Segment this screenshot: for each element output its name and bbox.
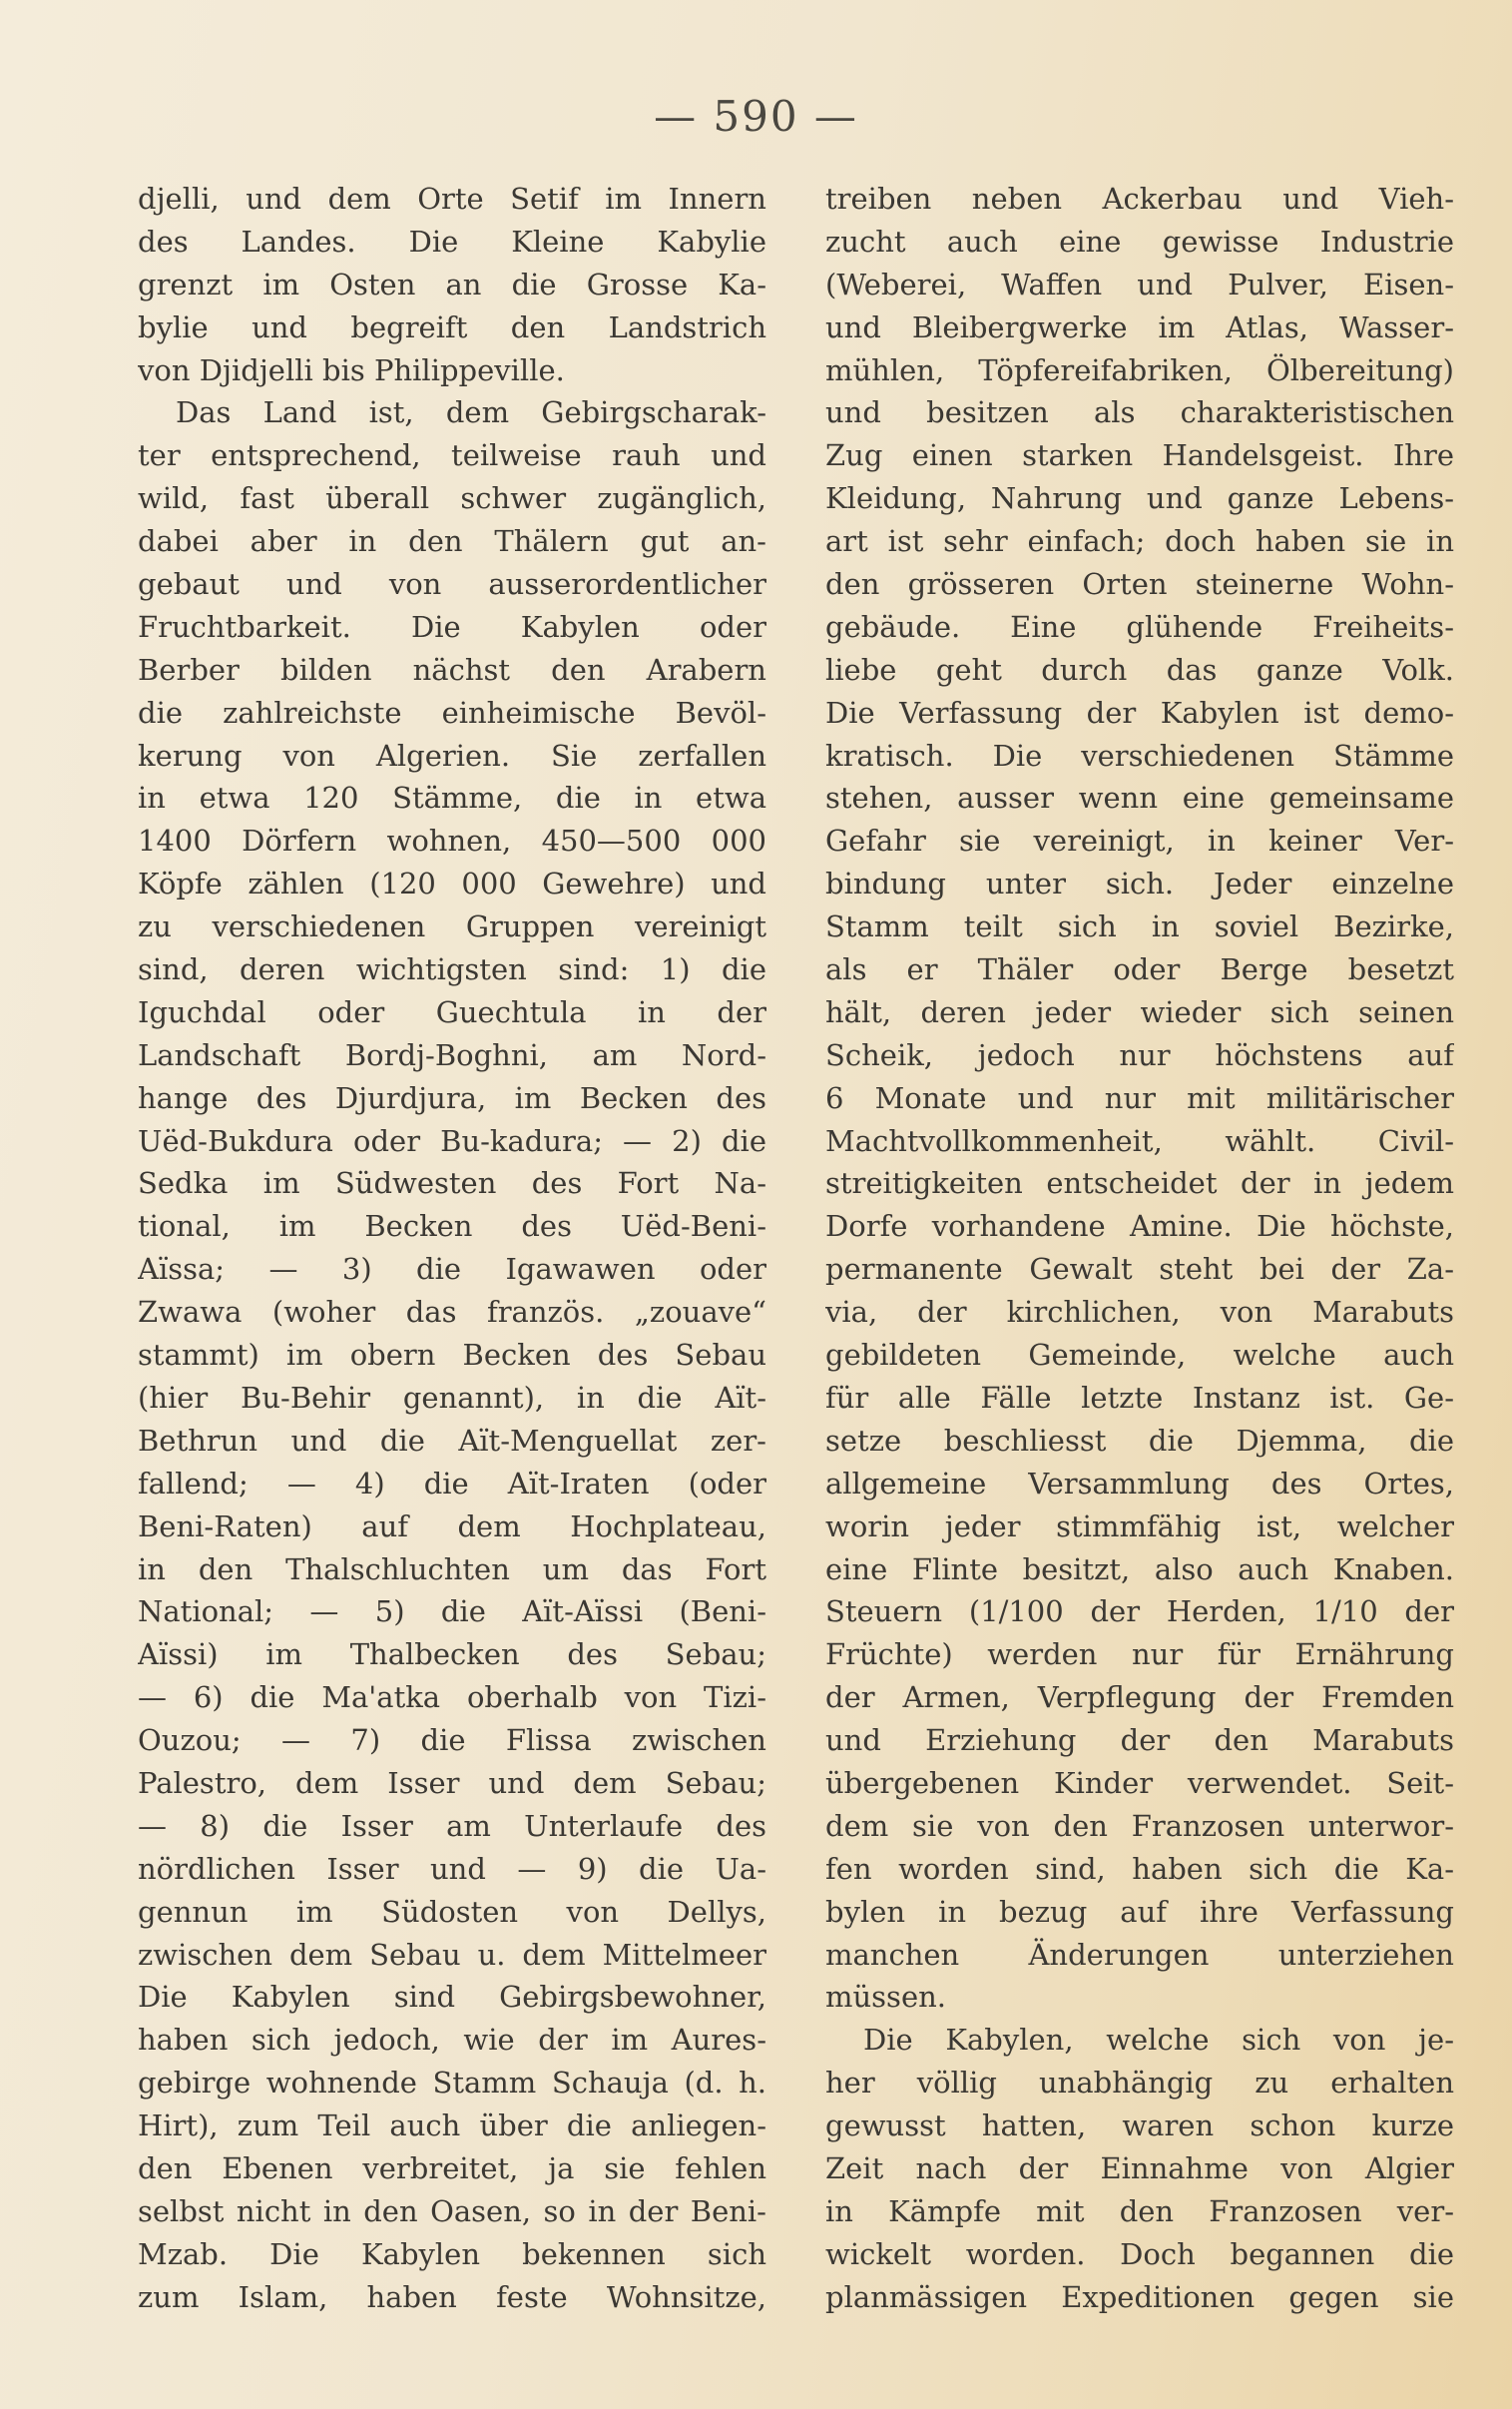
text-line: des Landes. Die Kleine Kabylie <box>138 224 766 259</box>
text-line: Ouzou; — 7) die Flissa zwischen <box>138 1723 766 1758</box>
text-line: Aïssa; — 3) die Igawawen oder <box>138 1252 766 1287</box>
text-line: Steuern (1/100 der Herden, 1/10 der <box>825 1594 1454 1629</box>
text-line: — 6) die Ma'atka oberhalb von Tizi- <box>138 1680 766 1715</box>
text-line: art ist sehr einfach; doch haben sie in <box>825 524 1454 559</box>
text-line: Köpfe zählen (120 000 Gewehre) und <box>138 867 766 902</box>
text-line: zwischen dem Sebau u. dem Mittelmeer <box>138 1937 766 1972</box>
text-line: Iguchdal oder Guechtula in der <box>138 994 766 1029</box>
text-line: dem sie von den Franzosen unterwor- <box>825 1808 1454 1843</box>
text-line: in Kämpfe mit den Franzosen ver- <box>825 2193 1454 2228</box>
text-line: hält, deren jeder wieder sich seinen <box>825 994 1454 1029</box>
text-line: bindung unter sich. Jeder einzelne <box>825 867 1454 902</box>
text-line: gebaut und von ausserordentlicher <box>138 567 766 602</box>
text-line: Machtvollkommenheit, wählt. Civil- <box>825 1123 1454 1158</box>
text-line: in den Thalschluchten um das Fort <box>138 1551 766 1586</box>
text-line: übergebenen Kinder verwendet. Seit- <box>825 1765 1454 1800</box>
text-line: stammt) im obern Becken des Sebau <box>138 1338 766 1373</box>
text-line: permanente Gewalt steht bei der Za- <box>825 1252 1454 1287</box>
text-line: eine Flinte besitzt, also auch Knaben. <box>825 1551 1454 1586</box>
text-line: gennun im Südosten von Dellys, <box>138 1894 766 1929</box>
text-line: (Weberei, Waffen und Pulver, Eisen- <box>825 267 1454 301</box>
text-line: wild, fast überall schwer zugänglich, <box>138 481 766 516</box>
text-line: ter entsprechend, teilweise rauh und <box>138 438 766 473</box>
text-line: kratisch. Die verschiedenen Stämme <box>825 738 1454 773</box>
text-line: Stamm teilt sich in soviel Bezirke, <box>825 909 1454 944</box>
text-line: den Ebenen verbreitet, ja sie fehlen <box>138 2150 766 2185</box>
text-line: fen worden sind, haben sich die Ka- <box>825 1851 1454 1886</box>
text-line: Das Land ist, dem Gebirgscharak- <box>176 395 766 430</box>
text-line: (hier Bu-Behir genannt), in die Aït- <box>138 1380 766 1415</box>
text-line: setze beschliesst die Djemma, die <box>825 1423 1454 1458</box>
text-line: für alle Fälle letzte Instanz ist. Ge- <box>825 1380 1454 1415</box>
text-line: fallend; — 4) die Aït-Iraten (oder <box>138 1466 766 1501</box>
text-line: selbst nicht in den Oasen, so in der Beni- <box>138 2193 766 2228</box>
text-line: worin jeder stimmfähig ist, welcher <box>825 1508 1454 1543</box>
text-line: Mzab. Die Kabylen bekennen sich <box>138 2236 766 2271</box>
text-line: die zahlreichste einheimische Bevöl- <box>138 695 766 730</box>
text-line: Beni-Raten) auf dem Hochplateau, <box>138 1508 766 1543</box>
text-line: und Erziehung der den Marabuts <box>825 1723 1454 1758</box>
text-line: 1400 Dörfern wohnen, 450—500 000 <box>138 824 766 859</box>
text-line: sind, deren wichtigsten sind: 1) die <box>138 952 766 987</box>
text-line: müssen. <box>825 1980 946 2015</box>
text-line: streitigkeiten entscheidet der in jedem <box>825 1166 1454 1201</box>
text-line: National; — 5) die Aït-Aïssi (Beni- <box>138 1594 766 1629</box>
text-line: und besitzen als charakteristischen <box>825 395 1454 430</box>
text-line: — 8) die Isser am Unterlaufe des <box>138 1808 766 1843</box>
text-line: haben sich jedoch, wie der im Aures- <box>138 2023 766 2058</box>
text-line: Kleidung, Nahrung und ganze Lebens- <box>825 481 1454 516</box>
text-line: der Armen, Verpflegung der Fremden <box>825 1680 1454 1715</box>
text-line: via, der kirchlichen, von Marabuts <box>825 1295 1454 1330</box>
text-line: zu verschiedenen Gruppen vereinigt <box>138 909 766 944</box>
text-line: treiben neben Ackerbau und Vieh- <box>825 182 1454 216</box>
text-line: zucht auch eine gewisse Industrie <box>825 224 1454 259</box>
text-line: djelli, und dem Orte Setif im Innern <box>138 182 766 216</box>
text-line: liebe geht durch das ganze Volk. <box>825 652 1454 687</box>
text-line: Früchte) werden nur für Ernährung <box>825 1637 1454 1672</box>
text-line: gebildeten Gemeinde, welche auch <box>825 1338 1454 1373</box>
text-line: gebäude. Eine glühende Freiheits- <box>825 609 1454 644</box>
text-line: stehen, ausser wenn eine gemeinsame <box>825 781 1454 816</box>
text-line: Zwawa (woher das französ. „zouave“ <box>138 1295 766 1330</box>
text-line: Fruchtbarkeit. Die Kabylen oder <box>138 609 766 644</box>
text-line: Uëd-Bukdura oder Bu-kadura; — 2) die <box>138 1123 766 1158</box>
text-line: Bethrun und die Aït-Menguellat zer- <box>138 1423 766 1458</box>
left-text-column <box>138 178 766 2319</box>
text-line: Die Verfassung der Kabylen ist demo- <box>825 695 1454 730</box>
text-line: Scheik, jedoch nur höchstens auf <box>825 1037 1454 1072</box>
text-line: Sedka im Südwesten des Fort Na- <box>138 1166 766 1201</box>
text-line: Aïssi) im Thalbecken des Sebau; <box>138 1637 766 1672</box>
text-line: bylen in bezug auf ihre Verfassung <box>825 1894 1454 1929</box>
text-line: bylie und begreift den Landstrich <box>138 309 766 344</box>
text-line: hange des Djurdjura, im Becken des <box>138 1080 766 1115</box>
text-line: von Djidjelli bis Philippeville. <box>138 352 565 387</box>
text-line: den grösseren Orten steinerne Wohn- <box>825 567 1454 602</box>
text-line: her völlig unabhängig zu erhalten <box>825 2066 1454 2101</box>
text-line: Hirt), zum Teil auch über die anliegen- <box>138 2108 766 2143</box>
text-line: planmässigen Expeditionen gegen sie <box>825 2279 1454 2314</box>
page-number: — 590 — <box>654 92 858 141</box>
text-line: mühlen, Töpfereifabriken, Ölbereitung) <box>825 352 1454 387</box>
text-line: tional, im Becken des Uëd-Beni- <box>138 1209 766 1244</box>
text-line: gebirge wohnende Stamm Schauja (d. h. <box>138 2066 766 2101</box>
text-line: allgemeine Versammlung des Ortes, <box>825 1466 1454 1501</box>
text-line: Berber bilden nächst den Arabern <box>138 652 766 687</box>
text-line: Die Kabylen, welche sich von je- <box>863 2023 1454 2058</box>
text-line: dabei aber in den Thälern gut an- <box>138 524 766 559</box>
text-line: nördlichen Isser und — 9) die Ua- <box>138 1851 766 1886</box>
text-line: Dorfe vorhandene Amine. Die höchste, <box>825 1209 1454 1244</box>
text-line: in etwa 120 Stämme, die in etwa <box>138 781 766 816</box>
text-line: Zug einen starken Handelsgeist. Ihre <box>825 438 1454 473</box>
text-line: Die Kabylen sind Gebirgsbewohner, <box>138 1980 766 2015</box>
text-line: Gefahr sie vereinigt, in keiner Ver- <box>825 824 1454 859</box>
text-line: und Bleibergwerke im Atlas, Wasser- <box>825 309 1454 344</box>
right-text-column <box>825 178 1454 2319</box>
text-line: wickelt worden. Doch begannen die <box>825 2236 1454 2271</box>
text-line: als er Thäler oder Berge besetzt <box>825 952 1454 987</box>
text-line: manchen Änderungen unterziehen <box>825 1937 1454 1972</box>
text-line: Palestro, dem Isser und dem Sebau; <box>138 1765 766 1800</box>
text-line: zum Islam, haben feste Wohnsitze, <box>138 2279 766 2314</box>
text-line: 6 Monate und nur mit militärischer <box>825 1080 1454 1115</box>
text-line: grenzt im Osten an die Grosse Ka- <box>138 267 766 301</box>
text-line: Zeit nach der Einnahme von Algier <box>825 2150 1454 2185</box>
text-line: gewusst hatten, waren schon kurze <box>825 2108 1454 2143</box>
text-line: kerung von Algerien. Sie zerfallen <box>138 738 766 773</box>
text-line: Landschaft Bordj-Boghni, am Nord- <box>138 1037 766 1072</box>
